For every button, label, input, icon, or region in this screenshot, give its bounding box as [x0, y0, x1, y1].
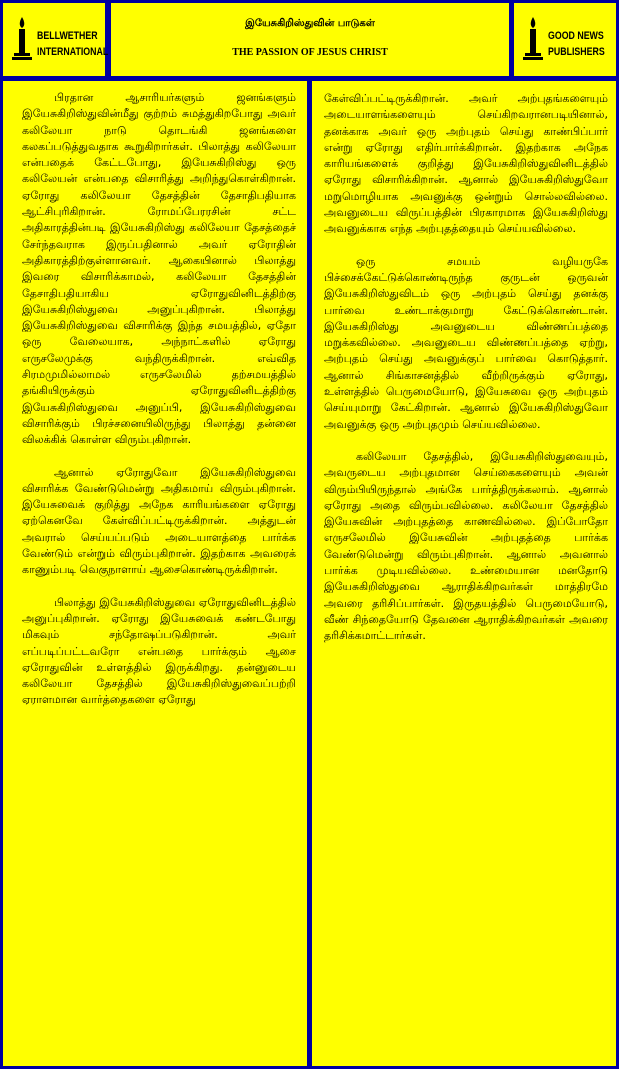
good-news-line2: PUBLISHERS — [548, 46, 605, 58]
left-column — [3, 81, 307, 1066]
title-english: THE PASSION OF JESUS CHRIST — [232, 47, 388, 58]
candle-icon — [522, 15, 544, 63]
good-news-logo — [514, 3, 616, 76]
paragraph: ஆனால் ஏரோதுவோ இயேசுகிறிஸ்துவை விசாரிக்க வேண்டுமென்று அதிகமாய் விரும்புகிறான். இயேசுவைக் குறித்து அநேக காரியங்களை ஏரோது ஏற்கெனவே கேள்விப்பட்டிருக்கிறான். அத்துடன் அவரால் செய்யப்படும் அடையாளத்தை பார்க்க வேண்டும் என்றும் விரும்புகிறான். இதற்காக அவரைக் காணும்படி வெகுநாளாய் ஆசைகொண்டிருக்கிறான். — [22, 465, 296, 577]
paragraph: கேள்விப்பட்டிருக்கிறான். அவர் அற்புதங்களையும் அடையாளங்களையும் செய்கிறவரானபடியினால், தனக்காக அவர் ஒரு அற்புதம் செய்து காண்பிப்பார் என்று ஏரோது எதிர்பார்க்கிறான். இதற்காக அநேக காரியங்களைக் குறித்து இயேசுகிறிஸ்துவினிடத்தில் ஏரோது விசாரிக்கிறான். ஆனால் இயேசுகிறிஸ்துவோ மறுமொழியாக அவனுக்கு ஒன்றும் சொல்லவில்லை. அவனுடைய விருப்பத்தின் பிரகாரமாக இயேசுகிறிஸ்து அவனுக்காக எந்த அற்புதத்தையும் செய்யவில்லை. — [324, 92, 608, 236]
good-news-line1: GOOD NEWS — [548, 30, 604, 42]
right-column — [312, 81, 616, 1066]
candle-icon — [11, 15, 33, 63]
title-tamil: இயேசுகிறிஸ்துவின் பாடுகள் — [245, 18, 375, 29]
bellwether-line1: BELLWETHER — [37, 30, 98, 42]
paragraph: கலிலேயா தேசத்தில், இயேசுகிறிஸ்துவையும், அவருடைய அற்புதமான செய்கைகளையும் அவன் விரும்பியிருந்தால் அங்கே பார்த்திருக்கலாம். ஆனால் ஏரோது அதை விரும்பவில்லை. கலிலேயா தேசத்தில் இயேசுவின் அற்புதத்தை காணவில்லை. இப்போதோ எருசலேமில் இயேசுவின் அற்புதத்தை பார்க்க வேண்டுமென்று விரும்புகிறான். ஆனால் அவனால் பார்க்க முடியவில்லை. உண்மையான மனதோடு இயேசுகிறிஸ்துவை ஆராதிக்கிறவர்கள் மாத்திரமே அவரை தரிசிப்பார்கள். இருதயத்தில் பெருமையோடு, வீண் சிந்தையோடு தேவனை ஆராதிக்கிறவர்கள் அவரை தரிசிக்கமாட்டார்கள். — [324, 449, 608, 643]
bellwether-logo — [3, 3, 109, 76]
bellwether-line2: INTERNATIONAL — [37, 46, 109, 58]
paragraph: ஒரு சமயம் வழியருகே பிச்சைக்கேட்டுக்கொண்டிருந்த குருடன் ஒருவன் இயேசுகிறிஸ்துவிடம் ஒரு அற்புதம் செய்து தனக்கு பார்வை உண்டாக்குமாறு கேட்டுக்கொண்டான். இயேசுகிறிஸ்து அவனுடைய விண்ணப்பத்தை மறுக்கவில்லை. அவனுடைய விண்ணப்பத்தை ஏற்று, அற்புதம் செய்து அவனுக்குப் பார்வை கொடுத்தார். ஆனால் சிங்காசனத்தில் வீற்றிருக்கும் ஏரோது, உள்ளத்தில் பெருமையோடு, இயேசுவை ஒரு அற்புதம் செய்யுமாறு கேட்கிறான். ஆனால் இயேசுகிறிஸ்துவோ அவனுக்கு ஒரு அற்புதமும் செய்யவில்லை. — [324, 254, 608, 431]
paragraph: பிரதான ஆசாரியர்களும் ஜனங்களும் இயேசுகிறிஸ்துவின்மீது குற்றம் சுமத்துகிறபோது அவர் கலிலேயா நாடு தொடங்கி ஜனங்களை கலகப்படுத்துவதாக கூறுகிறார்கள். பிலாத்து கலிலேயா என்பதைக் கேட்டபோது, இயேசுகிறிஸ்து ஒரு கலிலேயன் என்பதை விசாரித்து அறிந்துகொள்கிறான். ஏரோது கலிலேயா தேசத்தின் தேசாதிபதியாக ஆட்சிபுரிகிறான். ரோமப்பேரரசின் சட்ட அதிகாரத்தின்படி இயேசுகிறிஸ்து கலிலேயா தேசத்தைச் சேர்ந்தவராக இருப்பதினால் அவர் ஏரோதின் அதிகாரத்திற்குள்ளானவர். ஆகையினால் பிலாத்து இவரை விசாரிக்காமல், கலிலேயா தேசத்தின் தேசாதிபதியாகிய ஏரோதுவினிடத்திற்கு இயேசுகிறிஸ்துவை அனுப்புகிறான். பிலாத்து இயேசுகிறிஸ்துவை விசாரிக்கு இந்த சமயத்தில், ஏதோ ஒரு வேலையாக, அந்நாட்களில் ஏரோது எருசலேமுக்கு வந்திருக்கிறான். எவ்வித சிரமமுமில்லாமல் எருசலேமில் தற்சமயத்தில் தங்கியிருக்கும் ஏரோதுவினிடத்திற்கு இயேசுகிறிஸ்துவை அனுப்பி, இயேசுகிறிஸ்துவை விசாரிக்கும் பிரச்சனையிலிருந்து பிலாத்து தன்னை விலக்கிக் கொள்ள விரும்புகிறான். — [22, 91, 296, 447]
paragraph: பிலாத்து இயேசுகிறிஸ்துவை ஏரோதுவினிடத்தில் அனுப்புகிறான். ஏரோது இயேசுவைக் கண்டபோது மிகவும் சந்தோஷப்படுகிறான். அவர் எப்படிப்பட்டவரோ என்பதை பார்க்கும் ஆசை ஏரோதுவின் உள்ளத்தில் இருக்கிறது. தன்னுடைய கலிலேயா தேசத்தில் இயேசுகிறிஸ்துவைப்பற்றி ஏராளமான வார்த்தைகளை ஏரோது — [22, 595, 296, 707]
title-banner — [111, 3, 509, 76]
